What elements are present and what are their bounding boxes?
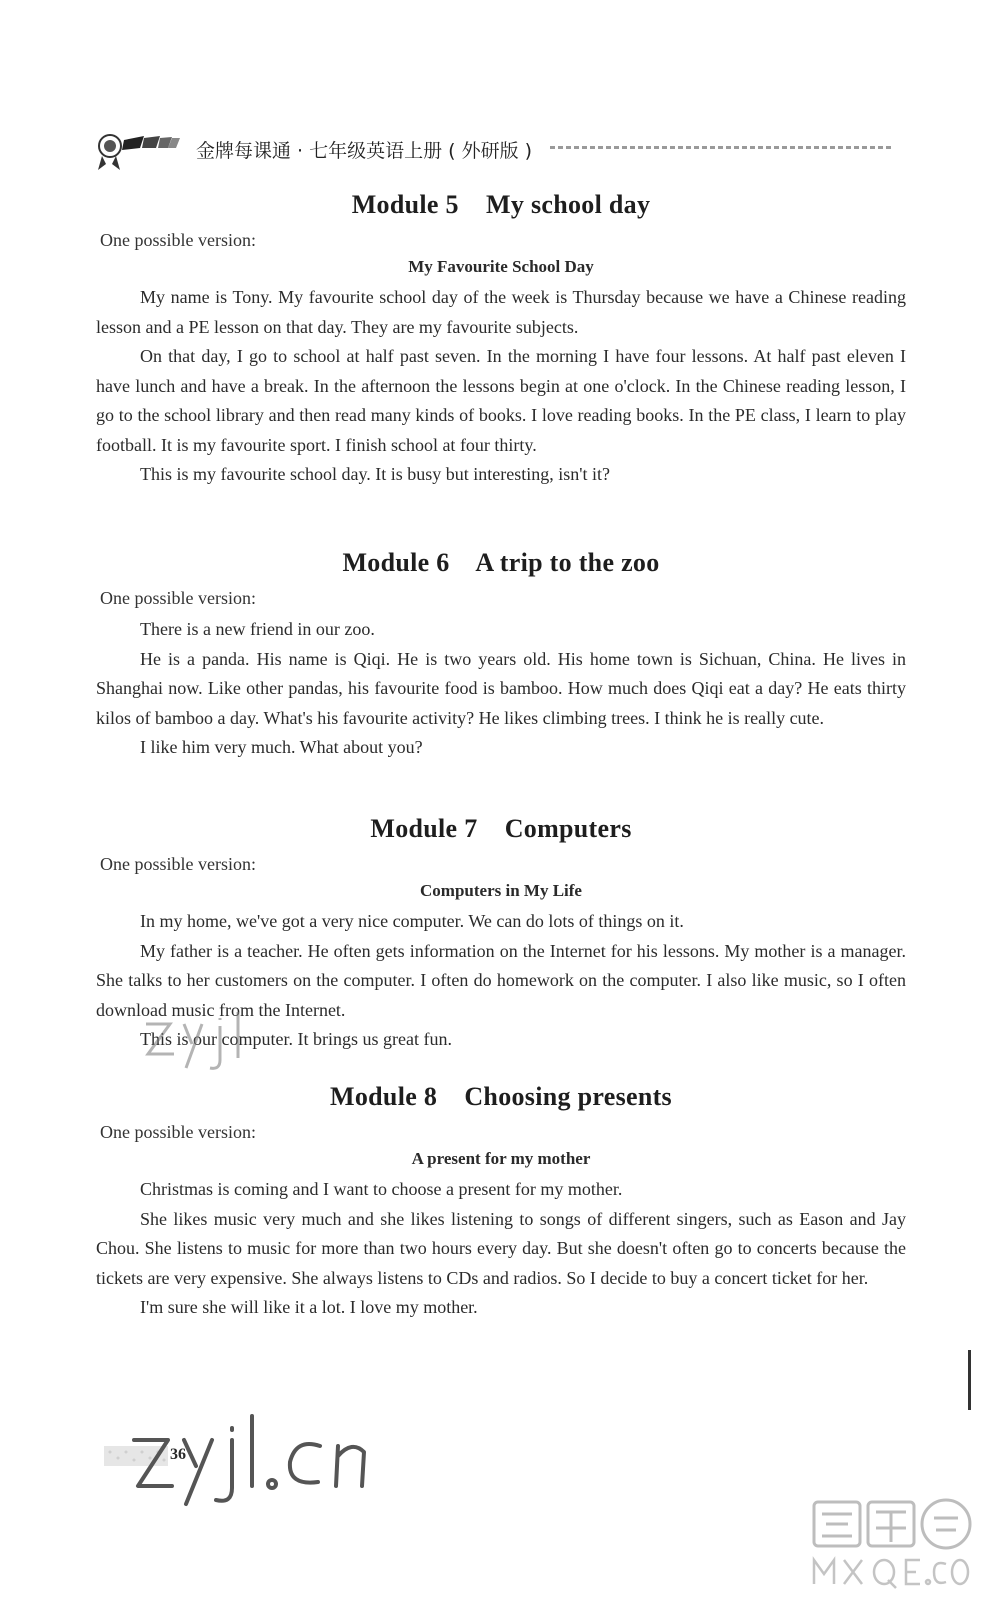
- module-title: Module 5 My school day: [351, 190, 651, 219]
- essay-title: A present for my mother: [411, 1149, 591, 1168]
- page-header: [96, 126, 896, 186]
- answer-circle-watermark-logo: [804, 1496, 980, 1592]
- essay-title: Computers in My Life: [420, 881, 582, 900]
- module-title: Module 6 A trip to the zoo: [342, 548, 660, 577]
- module-6-section: [96, 548, 906, 763]
- module-title: Module 7 Computers: [370, 814, 632, 843]
- medal-ribbon-logo: [96, 126, 192, 172]
- book-series-title: 金牌每课通 · 七年级英语上册 ( 外研版 ): [196, 140, 533, 162]
- module-title: Module 8 Choosing presents: [330, 1082, 672, 1111]
- paragraph: In my home, we've got a very nice computer. We can do lots of things on it.: [140, 911, 684, 931]
- paragraph: My name is Tony. My favourite school day of the week is Thursday because we have a Chinese reading lesson and a PE lesson on that day. They are my favourite subjects.: [96, 287, 906, 337]
- module-5-section: [96, 190, 906, 490]
- paragraph: Christmas is coming and I want to choose a present for my mother.: [140, 1179, 623, 1199]
- paragraph: He is a panda. His name is Qiqi. He is two years old. His home town is Sichuan, China. He lives in Shanghai now. Like other pandas, his favourite food is bamboo. How much does Qiqi eat a day? He eats thirty kilos of bamboo a day. What's his favourite activity? He likes climbing trees. I think he is really cute.: [96, 648, 906, 728]
- paragraph: There is a new friend in our zoo.: [140, 619, 375, 639]
- essay-title: My Favourite School Day: [408, 257, 594, 276]
- page-number: 36: [170, 1446, 186, 1463]
- zyjl-cn-watermark-logo: [124, 1400, 384, 1510]
- version-label: One possible version:: [100, 230, 256, 250]
- paragraph: This is our computer. It brings us great fun.: [140, 1029, 452, 1049]
- paragraph: She likes music very much and she likes listening to songs of different singers, such as Eason and Jay Chou. She listens to music for more than two hours every day. But she doesn't often go to concerts because the tickets are very expensive. She always listens to CDs and radios. So I decide to buy a concert ticket for her.: [96, 1208, 906, 1288]
- paragraph: I'm sure she will like it a lot. I love my mother.: [140, 1297, 478, 1317]
- zyjl-watermark-logo: [140, 1004, 260, 1074]
- version-label: One possible version:: [100, 588, 256, 608]
- module-8-section: [96, 1082, 906, 1323]
- page-edge-mark: [968, 1350, 971, 1410]
- paragraph: On that day, I go to school at half past seven. In the morning I have four lessons. At half past eleven I have lunch and have a break. In the afternoon the lessons begin at one o'clock. In the Chinese reading lesson, I go to the school library and then read many kinds of books. I love reading books. In the PE class, I learn to play football. It is my favourite sport. I finish school at four thirty.: [96, 346, 906, 455]
- paragraph: This is my favourite school day. It is busy but interesting, isn't it?: [140, 464, 611, 484]
- header-dotted-rule: [550, 146, 894, 149]
- version-label: One possible version:: [100, 854, 256, 874]
- paragraph: My father is a teacher. He often gets information on the Internet for his lessons. My mother is a manager. She talks to her customers on the computer. I often do homework on the computer. I also like music, so I often download music from the Internet.: [96, 940, 906, 1020]
- version-label: One possible version:: [100, 1122, 256, 1142]
- paragraph: I like him very much. What about you?: [140, 737, 423, 757]
